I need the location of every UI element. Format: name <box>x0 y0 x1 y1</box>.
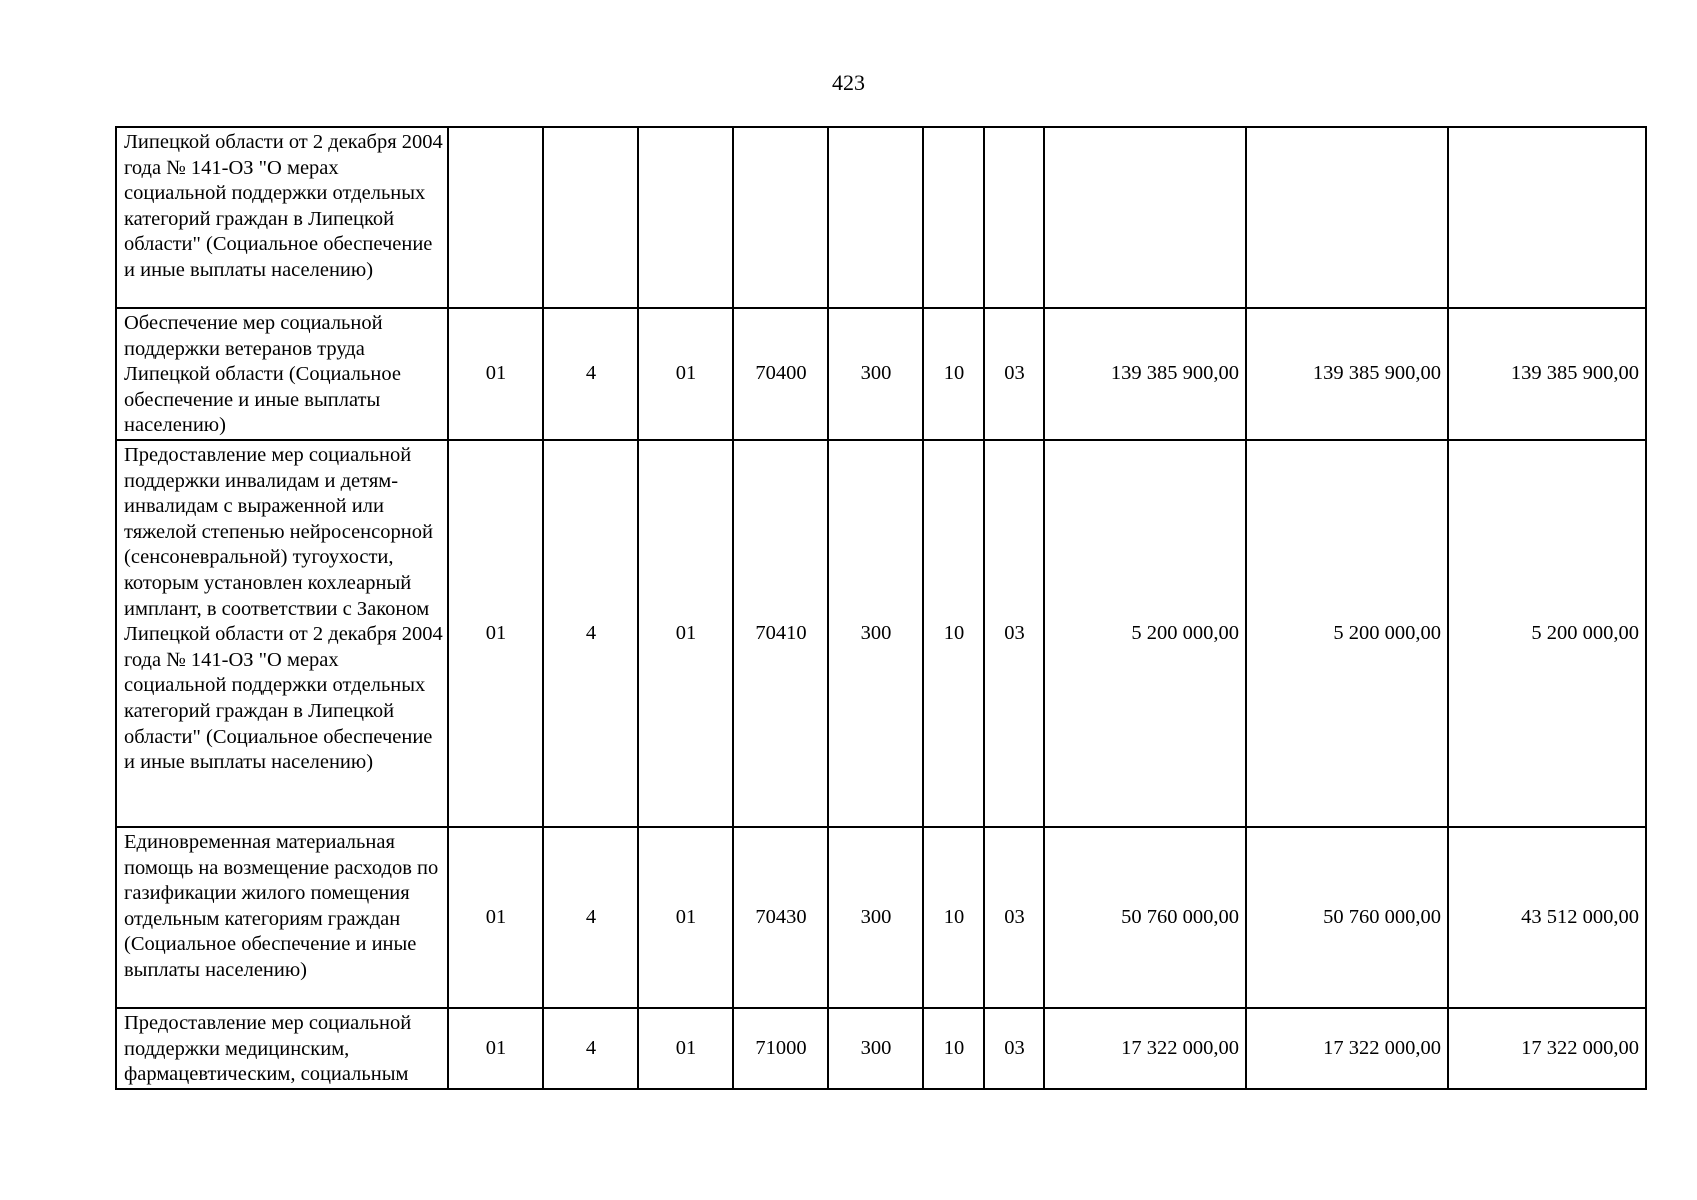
direction-code: 71000 <box>733 1008 828 1089</box>
table-row <box>116 827 1646 1008</box>
amount-year-1 <box>1044 127 1246 308</box>
amount-year-3: 17 322 000,00 <box>1448 1008 1646 1089</box>
amount-year-2: 17 322 000,00 <box>1246 1008 1448 1089</box>
section-code <box>923 127 984 308</box>
amount-year-1: 50 760 000,00 <box>1044 827 1246 1008</box>
row-description: Единовременная материальная помощь на возмещение расходов по газификации жилого помещения отдельным категориям граждан (Социальное обеспечение и иные выплаты населению) <box>116 827 448 1008</box>
direction-code <box>733 127 828 308</box>
subsection-code: 03 <box>984 1008 1044 1089</box>
program-code: 01 <box>448 827 543 1008</box>
section-code: 10 <box>923 308 984 440</box>
amount-year-1: 139 385 900,00 <box>1044 308 1246 440</box>
budget-table <box>115 126 1647 1090</box>
subprogram-code: 4 <box>543 440 638 827</box>
amount-year-2: 5 200 000,00 <box>1246 440 1448 827</box>
subprogram-code: 4 <box>543 308 638 440</box>
amount-year-3: 139 385 900,00 <box>1448 308 1646 440</box>
row-description: Предоставление мер социальной поддержки медицинским, фармацевтическим, социальным <box>116 1008 448 1089</box>
amount-year-2: 139 385 900,00 <box>1246 308 1448 440</box>
main-activity-code: 01 <box>638 440 733 827</box>
amount-year-1: 17 322 000,00 <box>1044 1008 1246 1089</box>
program-code <box>448 127 543 308</box>
expense-type-code: 300 <box>828 440 923 827</box>
main-activity-code: 01 <box>638 1008 733 1089</box>
subprogram-code <box>543 127 638 308</box>
section-code: 10 <box>923 827 984 1008</box>
subsection-code: 03 <box>984 308 1044 440</box>
subsection-code <box>984 127 1044 308</box>
program-code: 01 <box>448 308 543 440</box>
row-description: Липецкой области от 2 декабря 2004 года № 141-ОЗ "О мерах социальной поддержки отдельных категорий граждан в Липецкой области" (Социальное обеспечение и иные выплаты населению) <box>116 127 448 308</box>
program-code: 01 <box>448 1008 543 1089</box>
expense-type-code <box>828 127 923 308</box>
main-activity-code: 01 <box>638 827 733 1008</box>
table-row <box>116 308 1646 440</box>
amount-year-2 <box>1246 127 1448 308</box>
table-row <box>116 1008 1646 1089</box>
amount-year-1: 5 200 000,00 <box>1044 440 1246 827</box>
amount-year-3: 5 200 000,00 <box>1448 440 1646 827</box>
subprogram-code: 4 <box>543 1008 638 1089</box>
amount-year-3 <box>1448 127 1646 308</box>
direction-code: 70410 <box>733 440 828 827</box>
row-description: Предоставление мер социальной поддержки инвалидам и детям-инвалидам с выраженной или тяжелой степенью нейросенсорной (сенсоневральной) тугоухости, которым установлен кохлеарный имплант, в соответствии с Законом Липецкой области от 2 декабря 2004 года № 141-ОЗ "О мерах социальной поддержки отдельных категорий граждан в Липецкой области" (Социальное обеспечение и иные выплаты населению) <box>116 440 448 827</box>
expense-type-code: 300 <box>828 308 923 440</box>
amount-year-2: 50 760 000,00 <box>1246 827 1448 1008</box>
subsection-code: 03 <box>984 440 1044 827</box>
direction-code: 70430 <box>733 827 828 1008</box>
subprogram-code: 4 <box>543 827 638 1008</box>
section-code: 10 <box>923 1008 984 1089</box>
direction-code: 70400 <box>733 308 828 440</box>
main-activity-code <box>638 127 733 308</box>
page-number: 423 <box>832 70 865 95</box>
expense-type-code: 300 <box>828 827 923 1008</box>
main-activity-code: 01 <box>638 308 733 440</box>
table-row <box>116 127 1646 308</box>
section-code: 10 <box>923 440 984 827</box>
row-description: Обеспечение мер социальной поддержки ветеранов труда Липецкой области (Социальное обеспечение и иные выплаты населению) <box>116 308 448 440</box>
program-code: 01 <box>448 440 543 827</box>
subsection-code: 03 <box>984 827 1044 1008</box>
expense-type-code: 300 <box>828 1008 923 1089</box>
table-row <box>116 440 1646 827</box>
amount-year-3: 43 512 000,00 <box>1448 827 1646 1008</box>
